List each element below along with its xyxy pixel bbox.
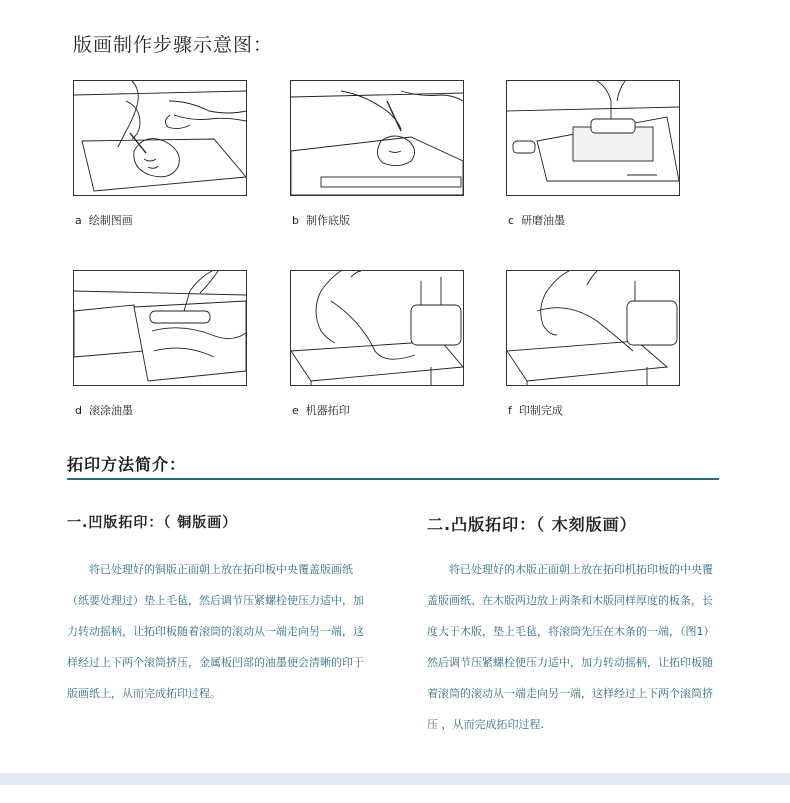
step-letter: d xyxy=(75,404,82,417)
footer-band xyxy=(0,773,790,785)
page-title: 版画制作步骤示意图： xyxy=(73,34,274,56)
step-label: 滚涂油墨 xyxy=(88,404,133,417)
step-letter: c xyxy=(508,214,515,227)
step-label: 研磨油墨 xyxy=(521,214,566,227)
intaglio-text: 将已处理好的铜版正面朝上放在拓印板中央覆盖版画纸（纸要处理过）垫上毛毡，然后调节压紧螺栓使压力适中，加力转动摇柄，让拓印板随着滚筒的滚动从一端走向另一端，这样经过上下两个滚筒挤压，金属板凹部的油墨便会清晰的印于版画纸上，从而完成拓印过程。 xyxy=(67,563,364,700)
step-d-illustration xyxy=(73,270,247,386)
step-e-caption xyxy=(292,402,350,418)
step-label: 制作底版 xyxy=(305,214,350,227)
step-b-caption xyxy=(292,212,350,228)
relief-heading: 二.凸版拓印：（ 木刻版画） xyxy=(427,515,637,534)
step-letter: a xyxy=(75,214,82,227)
step-letter: e xyxy=(292,404,299,417)
step-c-illustration xyxy=(506,80,680,196)
step-a-illustration xyxy=(73,80,247,196)
relief-paragraph xyxy=(427,554,723,740)
step-label: 印制完成 xyxy=(518,404,563,417)
step-b-illustration xyxy=(290,80,464,196)
step-letter: f xyxy=(508,404,512,417)
section-title: 拓印方法简介： xyxy=(67,455,187,474)
step-label: 机器拓印 xyxy=(305,404,350,417)
step-letter: b xyxy=(292,214,299,227)
intaglio-paragraph xyxy=(67,554,369,709)
step-f-caption xyxy=(508,402,563,418)
relief-text: 将已处理好的木版正面朝上放在拓印机拓印板的中央覆盖版画纸、在木版两边放上两条和木版同样厚度的板条，长度大于木版，垫上毛毡，将滚筒先压在木条的一端，（图1）然后调节压紧螺栓使压力适中，加力转动摇柄，让拓印板随着滚筒的滚动从一端走向另一端，这样经过上下两个滚筒挤压 ，从而完成拓印过程. xyxy=(427,563,715,731)
intaglio-heading: 一.凹版拓印：（ 铜版画） xyxy=(67,515,238,531)
step-d-caption xyxy=(75,402,133,418)
step-c-caption xyxy=(508,212,565,228)
step-a-caption xyxy=(75,212,133,228)
section-divider xyxy=(67,478,719,480)
step-e-illustration xyxy=(290,270,464,386)
step-f-illustration xyxy=(506,270,680,386)
step-label: 绘制图画 xyxy=(88,214,133,227)
